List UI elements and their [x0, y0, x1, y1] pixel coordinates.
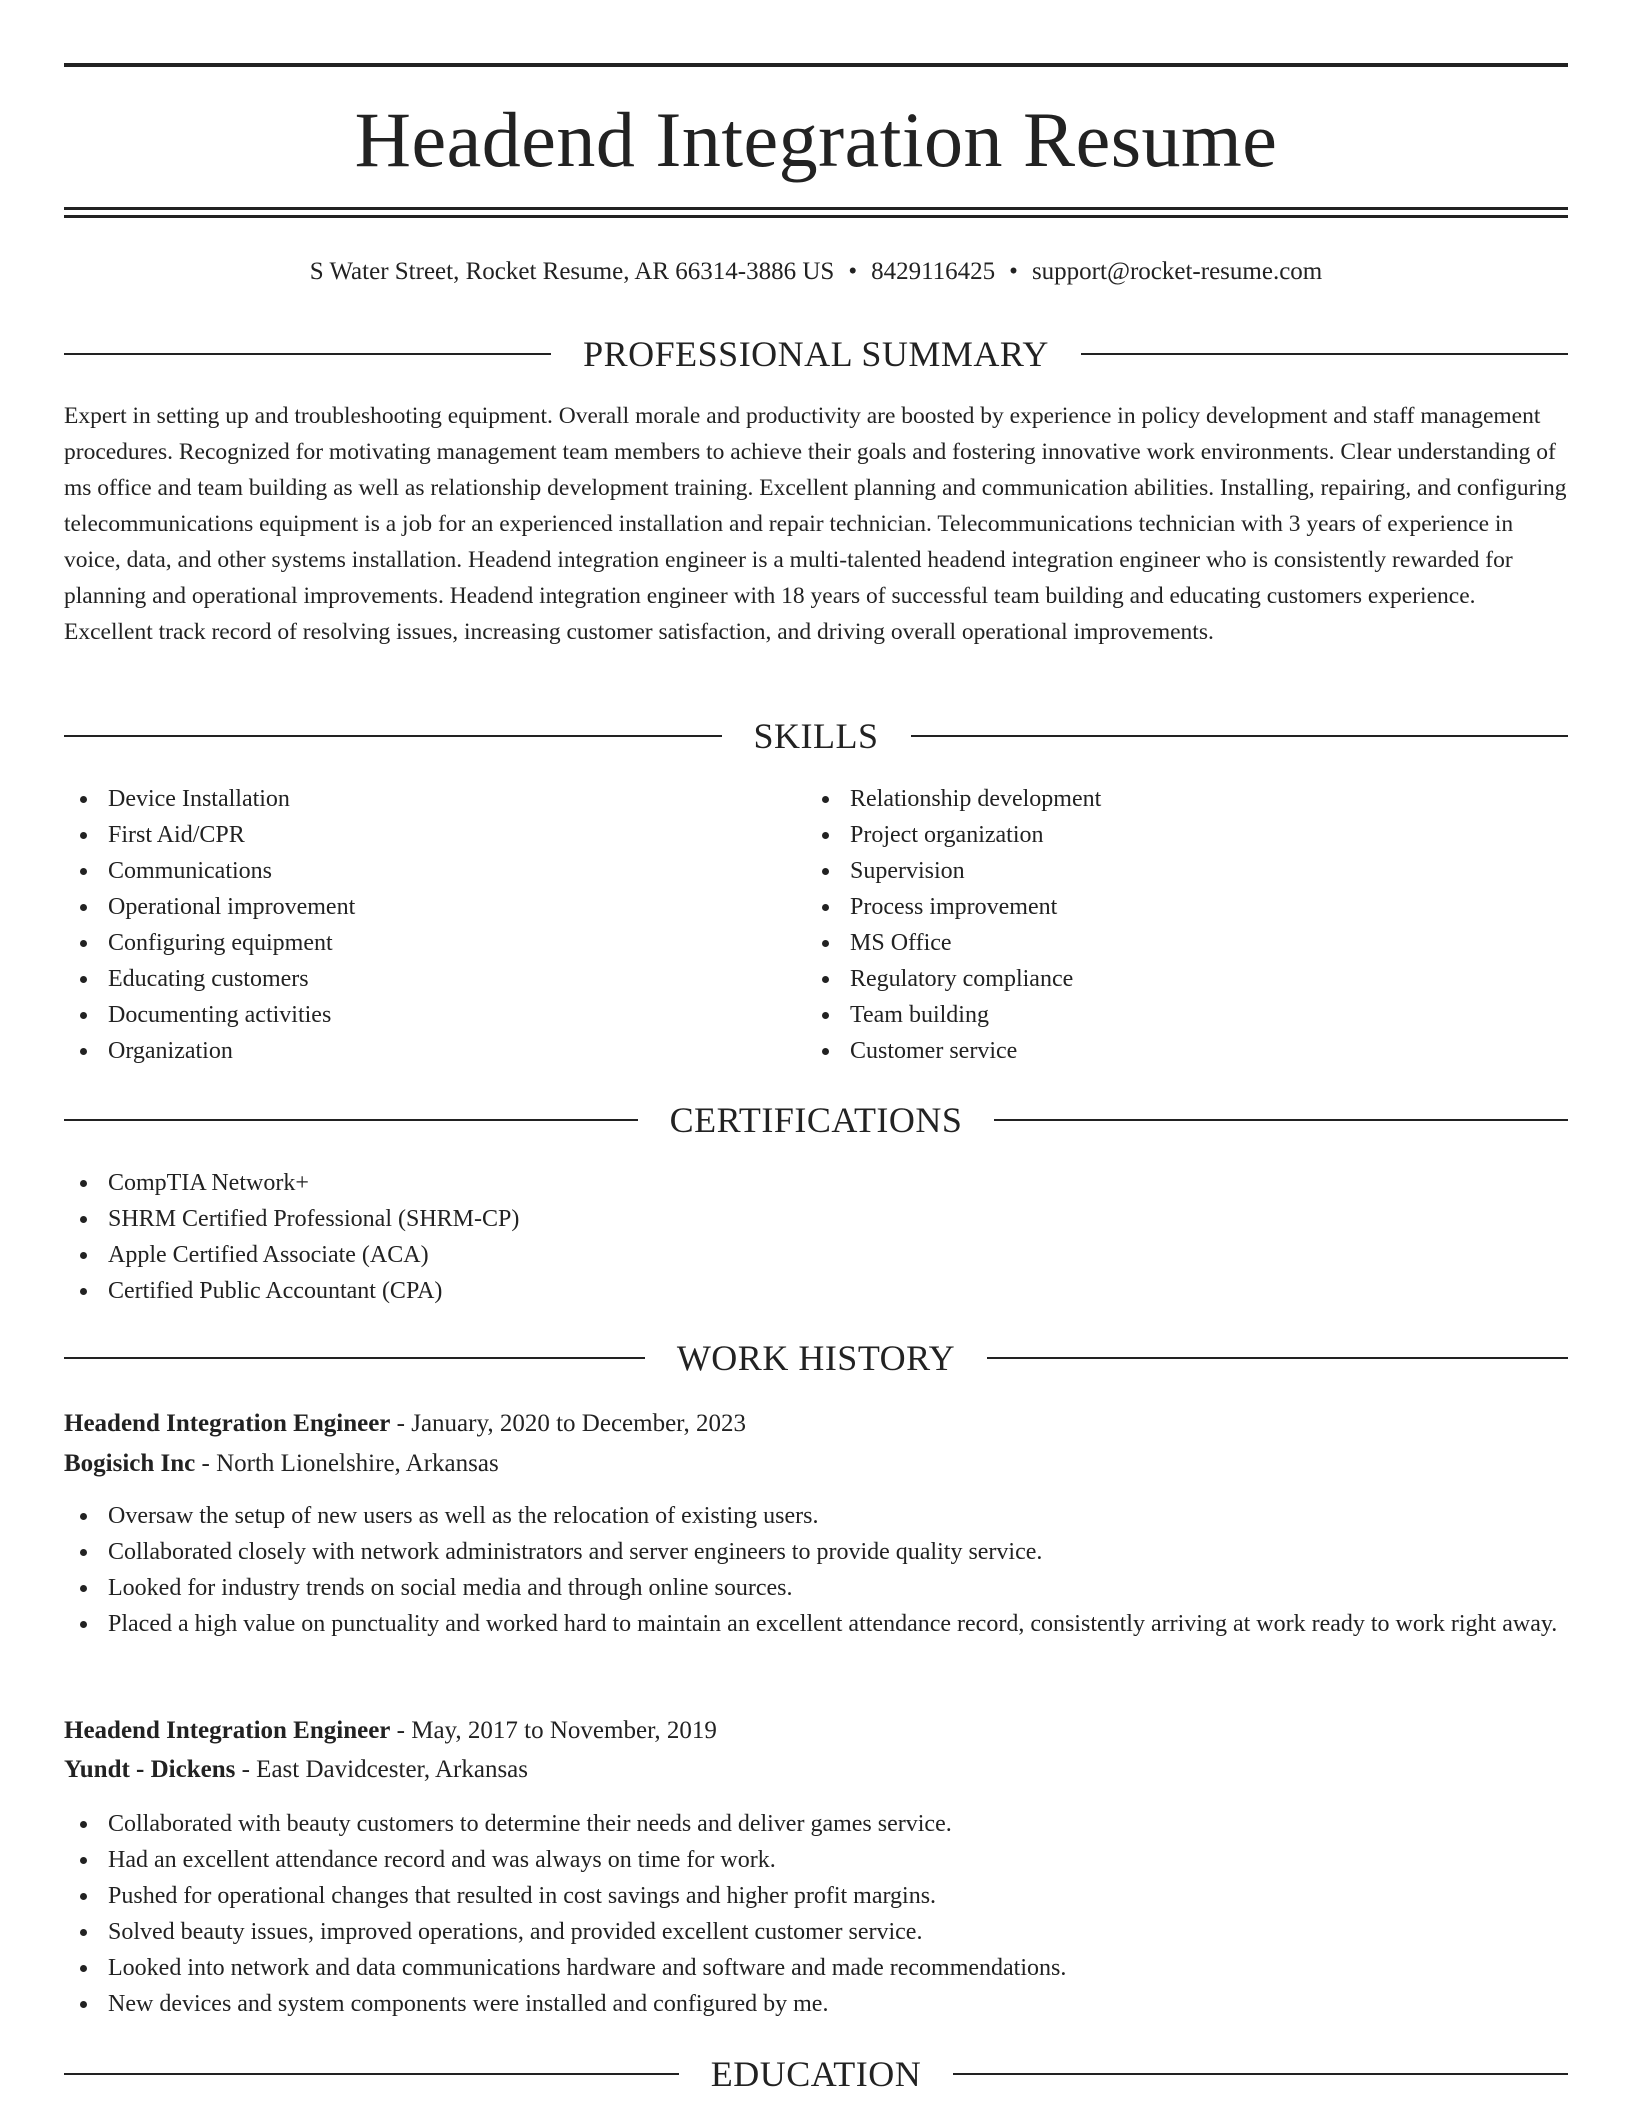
job-title-line	[64, 1406, 1568, 1442]
skill-item: First Aid/CPR	[64, 817, 764, 853]
job-dates: - January, 2020 to December, 2023	[390, 1410, 747, 1437]
skill-item: Regulatory compliance	[806, 961, 1506, 997]
skill-item: Project organization	[806, 817, 1506, 853]
certification-item: SHRM Certified Professional (SHRM-CP)	[64, 1201, 1064, 1237]
skill-item: Device Installation	[64, 781, 764, 817]
job-title: Headend Integration Engineer	[64, 1410, 391, 1437]
contact-line	[64, 254, 1568, 290]
section-title: SKILLS	[753, 716, 879, 756]
section-rule	[987, 1357, 1568, 1359]
skill-item: Team building	[806, 997, 1506, 1033]
contact-email: support@rocket-resume.com	[1031, 258, 1323, 285]
section-header-skills	[64, 716, 1568, 756]
section-title: CERTIFICATIONS	[669, 1100, 963, 1140]
job-company-line	[64, 1752, 1568, 1788]
skill-item: Process improvement	[806, 889, 1506, 925]
section-rule	[994, 1119, 1568, 1121]
contact-phone: 8429116425	[871, 258, 996, 285]
section-rule	[64, 735, 722, 737]
skill-item: Organization	[64, 1033, 764, 1069]
job-duties-list	[64, 1806, 1568, 2022]
job-company-line	[64, 1446, 1568, 1482]
section-header-work-history	[64, 1338, 1568, 1378]
job-location: - East Davidcester, Arkansas	[235, 1756, 529, 1783]
job-company: Bogisich Inc	[64, 1450, 196, 1477]
section-rule	[64, 1119, 638, 1121]
skill-item: Educating customers	[64, 961, 764, 997]
job-duty-item: New devices and system components were installed and configured by me.	[64, 1986, 1568, 2022]
section-title: EDUCATION	[710, 2054, 922, 2094]
contact-address: S Water Street, Rocket Resume, AR 66314-3886 US	[309, 258, 835, 285]
title-double-rule	[64, 207, 1568, 218]
job-company: Yundt - Dickens	[64, 1756, 236, 1783]
section-header-certifications	[64, 1100, 1568, 1140]
section-title: WORK HISTORY	[676, 1338, 956, 1378]
skills-list-left	[64, 781, 764, 1069]
job-dates: - May, 2017 to November, 2019	[390, 1717, 717, 1744]
section-rule	[1081, 353, 1568, 355]
job-duty-item: Placed a high value on punctuality and worked hard to maintain an excellent attendance record, consistently arriving at work ready to work right away.	[64, 1606, 1568, 1642]
job-duty-item: Looked for industry trends on social media and through online sources.	[64, 1570, 1568, 1606]
skill-item: Operational improvement	[64, 889, 764, 925]
skill-item: MS Office	[806, 925, 1506, 961]
skill-item: Relationship development	[806, 781, 1506, 817]
top-rule	[64, 63, 1568, 67]
certification-item: Certified Public Accountant (CPA)	[64, 1273, 1064, 1309]
job-title: Headend Integration Engineer	[64, 1717, 391, 1744]
job-duty-item: Pushed for operational changes that resulted in cost savings and higher profit margins.	[64, 1878, 1568, 1914]
summary-paragraph: Expert in setting up and troubleshooting equipment. Overall morale and productivity are boosted by experience in policy development and staff management procedures. Recognized for motivating management team members to achieve their goals and fostering innovative work environments. Clear understanding of ms office and team building as well as relationship development training. Excellent planning and communication abilities. Installing, repairing, and configuring telecommunications equipment is a job for an experienced installation and repair technician. Telecommunications technician with 3 years of experience in voice, data, and other systems installation. Headend integration engineer is a multi-talented headend integration engineer who is consistently rewarded for planning and operational improvements. Headend integration engineer with 18 years of successful team building and educating customers experience. Excellent track record of resolving issues, increasing customer satisfaction, and driving overall operational improvements.	[64, 403, 1567, 645]
job-duty-item: Had an excellent attendance record and was always on time for work.	[64, 1842, 1568, 1878]
contact-separator: •	[848, 258, 858, 285]
skills-list-right	[806, 781, 1506, 1069]
job-duty-item: Collaborated with beauty customers to determine their needs and deliver games service.	[64, 1806, 1568, 1842]
job-duty-item: Collaborated closely with network administrators and server engineers to provide quality service.	[64, 1534, 1568, 1570]
section-rule	[64, 2073, 679, 2075]
job-duties-list	[64, 1498, 1568, 1642]
certification-item: Apple Certified Associate (ACA)	[64, 1237, 1064, 1273]
skill-item: Documenting activities	[64, 997, 764, 1033]
resume-title: Headend Integration Resume	[354, 96, 1278, 183]
section-rule	[64, 1357, 645, 1359]
job-duty-item: Oversaw the setup of new users as well as the relocation of existing users.	[64, 1498, 1568, 1534]
skill-item: Communications	[64, 853, 764, 889]
skill-item: Customer service	[806, 1033, 1506, 1069]
skill-item: Supervision	[806, 853, 1506, 889]
job-duty-item: Looked into network and data communications hardware and software and made recommendations.	[64, 1950, 1568, 1986]
job-title-line	[64, 1713, 1568, 1749]
section-header-education	[64, 2054, 1568, 2094]
section-rule	[911, 735, 1569, 737]
job-duty-item: Solved beauty issues, improved operations, and provided excellent customer service.	[64, 1914, 1568, 1950]
section-header-summary	[64, 334, 1568, 374]
section-title: PROFESSIONAL SUMMARY	[583, 334, 1049, 374]
section-rule	[64, 353, 551, 355]
job-location: - North Lionelshire, Arkansas	[195, 1450, 499, 1477]
section-rule	[953, 2073, 1568, 2075]
skill-item: Configuring equipment	[64, 925, 764, 961]
contact-separator: •	[1009, 258, 1018, 285]
certifications-list	[64, 1165, 1064, 1309]
certification-item: CompTIA Network+	[64, 1165, 1064, 1201]
